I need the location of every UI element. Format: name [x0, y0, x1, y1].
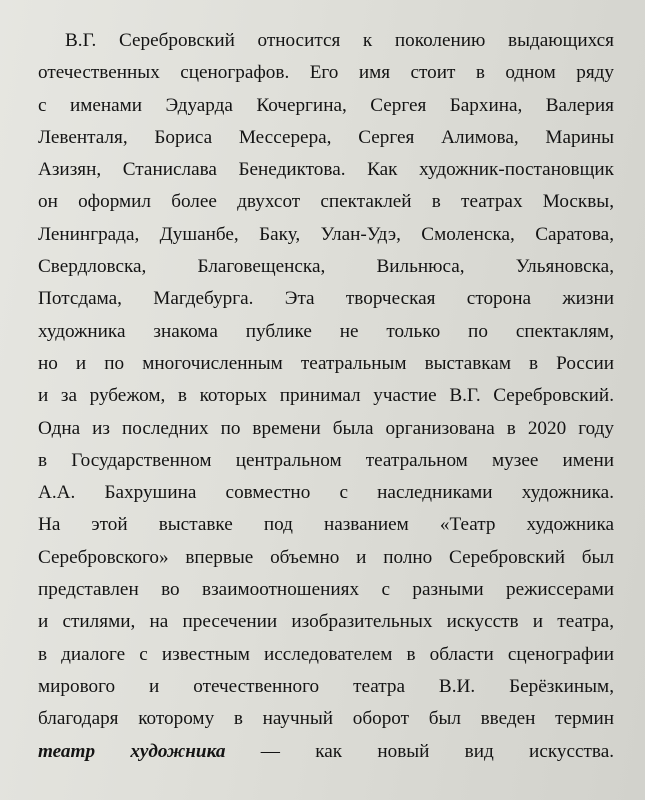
- text-line-8: Свердловска, Благовещенска, Вильнюса, Ульяновска,: [38, 256, 614, 278]
- text-line-17: Серебровского» впервые объемно и полно Серебровский был: [38, 546, 614, 568]
- text-line-19: и стилями, на пресечении изобразительных искусств и театра,: [38, 611, 614, 633]
- text-line-12: и за рубежом, в которых принимал участие В.Г. Серебровский.: [38, 385, 614, 407]
- text-line-21: мирового и отечественного театра В.И. Берёзкиным,: [38, 675, 614, 697]
- text-line-2: отечественных сценографов. Его имя стоит в одном ряду: [38, 62, 614, 84]
- text-line-11: но и по многочисленным театральным выставкам в России: [38, 352, 614, 374]
- text-line-13: Одна из последних по времени была организована в 2020 году: [38, 417, 614, 439]
- text-line-1: В.Г. Серебровский относится к поколению выдающихся: [65, 30, 614, 51]
- text-line-15: А.А. Бахрушина совместно с наследниками художника.: [38, 482, 614, 504]
- text-line-16: На этой выставке под названием «Театр художника: [38, 514, 614, 536]
- text-line-9: Потсдама, Магдебурга. Эта творческая сторона жизни: [38, 288, 614, 310]
- text-line-7: Ленинграда, Душанбе, Баку, Улан-Удэ, Смоленска, Саратова,: [38, 223, 614, 245]
- closing-phrase: — как новый вид искусства.: [260, 740, 615, 762]
- text-line-10: художника знакома публике не только по спектаклям,: [38, 320, 614, 342]
- text-line-23: [38, 736, 614, 768]
- text-line-20: в диалоге с известным исследователем в области сценографии: [38, 643, 614, 665]
- body-paragraph: [38, 25, 614, 768]
- text-line-18: представлен во взаимоотношениях с разными режиссерами: [38, 579, 614, 601]
- text-line-4: Левенталя, Бориса Мессерера, Сергея Алимова, Марины: [38, 126, 614, 148]
- document-page: [28, 0, 618, 800]
- text-line-5: Азизян, Станислава Бенедиктова. Как художник-постановщик: [38, 159, 614, 181]
- text-line-22: благодаря которому в научный оборот был введен термин: [38, 708, 614, 730]
- term-highlight: театр художника: [38, 740, 226, 762]
- text-line-3: с именами Эдуарда Кочергина, Сергея Бархина, Валерия: [38, 94, 614, 116]
- text-line-14: в Государственном центральном театральном музее имени: [38, 449, 614, 471]
- text-line-6: он оформил более двухсот спектаклей в театрах Москвы,: [38, 191, 614, 213]
